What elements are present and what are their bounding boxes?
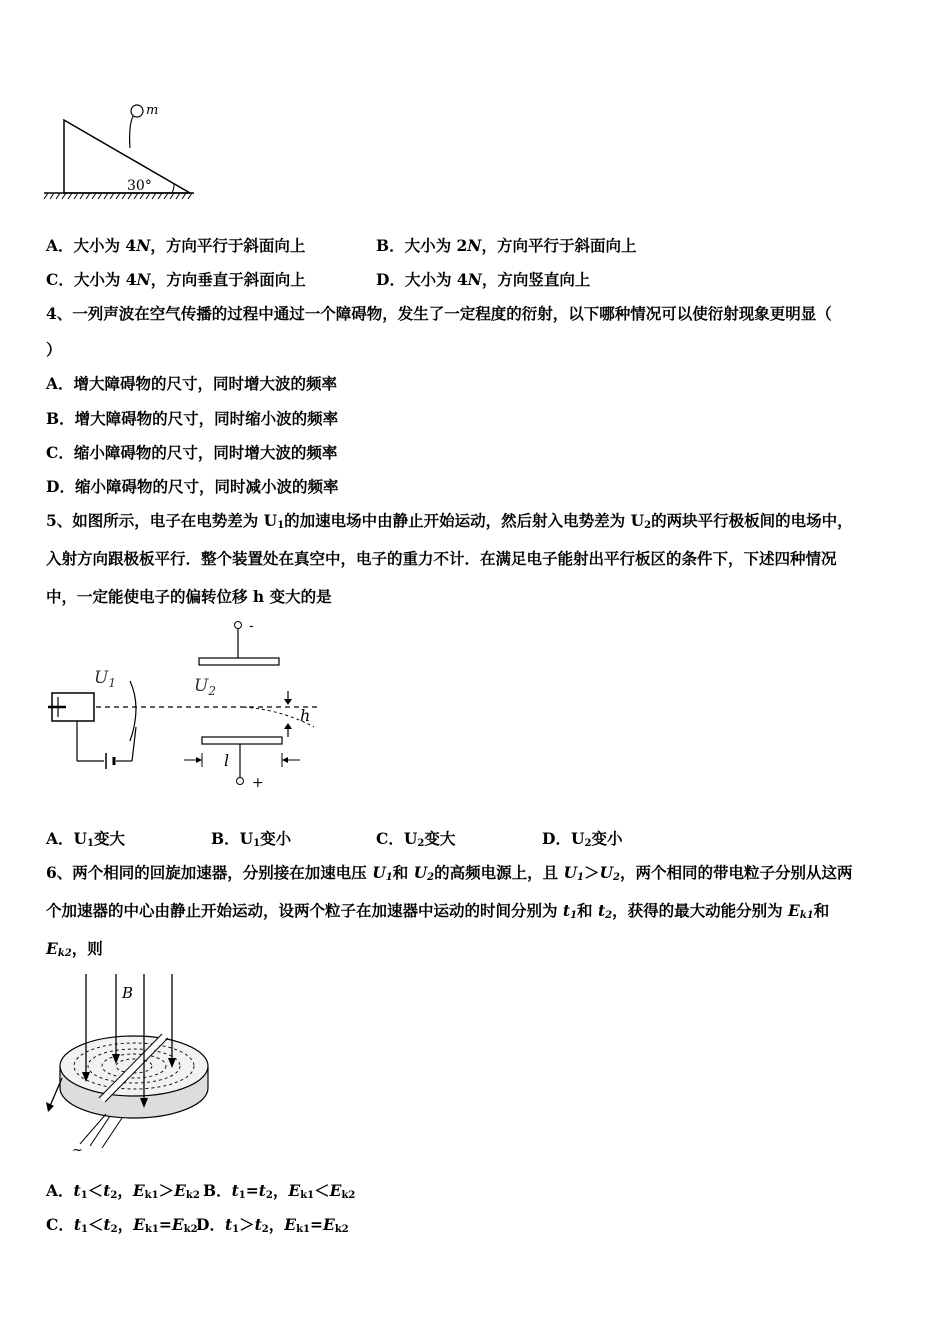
option-letter: D． [376, 270, 405, 289]
q4-stem-line-2: ） [46, 340, 62, 359]
angle-arc [172, 184, 174, 193]
option-text: ，方向平行于斜面向上 [481, 236, 637, 255]
string-curve [130, 112, 136, 148]
q3-option-b[interactable] [376, 236, 636, 256]
q6-option-d[interactable]: D．$t_1>t_2$，$E_{k1}=E_{k2}$ [196, 1215, 349, 1235]
h-label: h [300, 706, 311, 725]
option-unit: N [136, 236, 151, 255]
cyclotron-figure [44, 968, 214, 1158]
option-text: 大小为 4 [73, 236, 137, 255]
option-text: 大小为 4 [404, 270, 468, 289]
q3-option-c[interactable] [46, 270, 306, 290]
option-text: ，方向平行于斜面向上 [150, 236, 306, 255]
q5-option-a[interactable]: A．$U_1$变大 [46, 829, 126, 849]
incline-figure [44, 100, 204, 200]
ac-symbol: ~ [72, 1143, 83, 1158]
q4-option-b[interactable]: B．增大障碍物的尺寸，同时缩小波的频率 [46, 409, 339, 428]
q5-option-d[interactable]: D．$U_2$变小 [542, 829, 623, 849]
q5-stem-line-2: 入射方向跟极板平行．整个装置处在真空中，电子的重力不计．在满足电子能射出平行板区的条件下，下述四种情况 [46, 549, 837, 568]
option-text: 大小为 4 [73, 270, 137, 289]
angle-label: 30° [127, 178, 152, 194]
mass-ball [131, 105, 143, 117]
q6-option-a[interactable]: A．$t_1<t_2$，$E_{k1}>E_{k2}$ [46, 1181, 200, 1201]
q6-stem-line-1: 6、两个相同的回旋加速器，分别接在加速电压 $U_1$和 $U_2$的高频电源上，且 $U_1>U_2$，两个相同的带电粒子分别从这两 [46, 863, 853, 883]
b-label: B [122, 984, 134, 1002]
q5-option-c[interactable]: C．$U_2$变大 [376, 829, 456, 849]
option-text: 大小为 2 [404, 236, 468, 255]
deflection-figure [44, 615, 344, 795]
option-letter: A． [46, 236, 74, 255]
q6-option-c[interactable]: C．$t_1<t_2$，$E_{k1}=E_{k2}$ [46, 1215, 198, 1235]
u2-label: $U_2$ [194, 676, 216, 698]
bottom-plate [202, 737, 282, 744]
q4-option-a[interactable]: A．增大障碍物的尺寸，同时增大波的频率 [46, 374, 338, 393]
l-label: l [224, 751, 230, 770]
q6-option-b[interactable]: B．$t_1=t_2$，$E_{k1}<E_{k2}$ [203, 1181, 356, 1201]
q6-stem-line-2: 个加速器的中心由静止开始运动，设两个粒子在加速器中运动的时间分别为 $t_1$和 $t_2$，获得的最大动能分别为 $E_{k1}$和 [46, 901, 830, 921]
q3-option-a[interactable] [46, 236, 305, 256]
u1-label: $U_1$ [94, 668, 116, 690]
q5-stem-line-1: 5、如图所示，电子在电势差为 $U_1$的加速电场中由静止开始运动，然后射入电势差为 $U_2$的两块平行极板间的电场中， [46, 511, 853, 531]
option-unit: N [136, 270, 151, 289]
plus-sign: + [252, 775, 264, 791]
top-plate [199, 658, 279, 665]
q5-stem-line-3: 中，一定能使电子的偏转位移 h 变大的是 [46, 587, 332, 606]
option-letter: C． [46, 270, 74, 289]
q4-stem-line-1: 4、一列声波在空气传播的过程中通过一个障碍物，发生了一定程度的衍射，以下哪种情况可以使衍射现象更明显（ [46, 304, 832, 323]
q3-option-d[interactable] [376, 270, 590, 290]
option-text: ，方向竖直向上 [481, 270, 591, 289]
option-unit: N [467, 270, 482, 289]
ground-hatch [44, 193, 192, 199]
q4-option-d[interactable]: D．缩小障碍物的尺寸，同时减小波的频率 [46, 477, 339, 496]
option-unit: N [467, 236, 482, 255]
mass-label: m [146, 103, 159, 118]
option-text: ，方向垂直于斜面向上 [150, 270, 306, 289]
option-letter: B． [376, 236, 405, 255]
q6-stem-line-3: $E_{k2}$，则 [46, 939, 103, 959]
q5-option-b[interactable]: B．$U_1$变小 [211, 829, 292, 849]
minus-sign: - [249, 618, 254, 634]
q4-option-c[interactable]: C．缩小障碍物的尺寸，同时增大波的频率 [46, 443, 338, 462]
